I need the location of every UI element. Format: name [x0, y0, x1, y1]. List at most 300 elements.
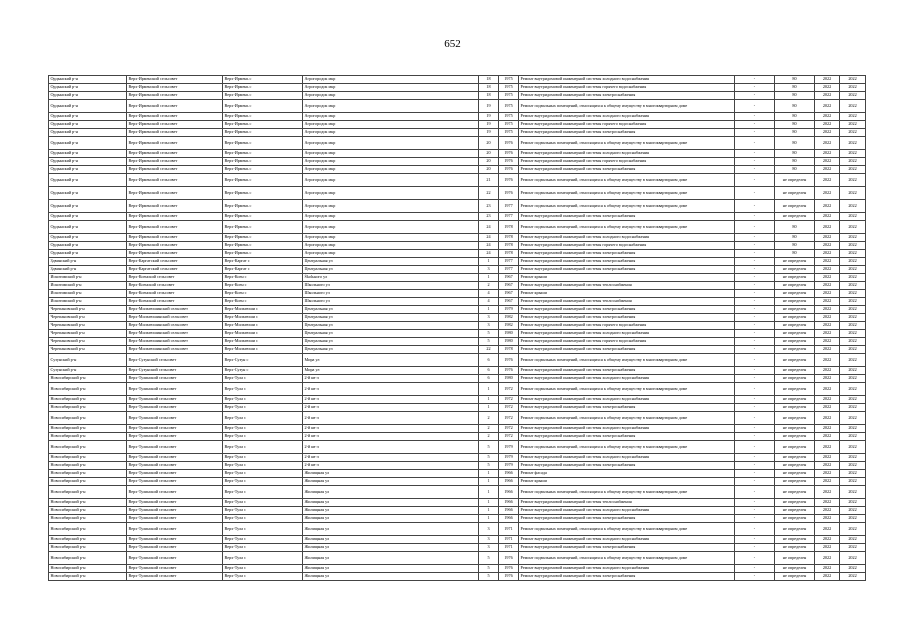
street-cell: Агрогородок мкр: [303, 234, 479, 242]
plan-start-year-cell: 2022: [815, 76, 840, 84]
plan-start-year-cell: 2022: [815, 523, 840, 536]
plan-end-year-cell: 2022: [840, 100, 866, 113]
table-row: [49, 433, 866, 441]
plan-start-year-cell: 2022: [815, 213, 840, 221]
dash-cell: -: [735, 234, 775, 242]
district-cell: Новосибирский р-н: [49, 523, 127, 536]
house-number-cell: 20: [479, 166, 499, 174]
plan-end-year-cell: 2022: [840, 507, 866, 515]
street-cell: Жилищная ул: [303, 515, 479, 523]
district-cell: Новосибирский р-н: [49, 462, 127, 470]
house-number-cell: 1: [479, 499, 499, 507]
plan-start-year-cell: 2022: [815, 234, 840, 242]
plan-start-year-cell: 2022: [815, 544, 840, 552]
cost-cell: 80: [775, 100, 815, 113]
council-cell: Верх-Каргатский сельсовет: [127, 266, 223, 274]
council-cell: Верх-Ирменский сельсовет: [127, 150, 223, 158]
council-cell: Верх-Ирменский сельсовет: [127, 84, 223, 92]
council-cell: Верх-Мильтюшинский сельсовет: [127, 338, 223, 346]
cost-cell: не определен: [775, 298, 815, 306]
street-cell: Агрогородок мкр: [303, 221, 479, 234]
work-type-cell: Ремонт подвальных помещений, относящихся к общему имуществу в многоквартирном доме: [519, 221, 735, 234]
settlement-cell: Верх-Сузун с: [223, 367, 303, 375]
district-cell: Новосибирский р-н: [49, 425, 127, 433]
plan-start-year-cell: 2022: [815, 306, 840, 314]
cost-cell: не определен: [775, 425, 815, 433]
dash-cell: -: [735, 412, 775, 425]
built-year-cell: 1972: [499, 412, 519, 425]
street-cell: Агрогородок мкр: [303, 242, 479, 250]
house-number-cell: 21: [479, 174, 499, 187]
built-year-cell: 1975: [499, 113, 519, 121]
plan-start-year-cell: 2022: [815, 573, 840, 581]
built-year-cell: 1977: [499, 258, 519, 266]
district-cell: Новосибирский р-н: [49, 478, 127, 486]
street-cell: Жилищная ул: [303, 552, 479, 565]
house-number-cell: 23: [479, 213, 499, 221]
dash-cell: -: [735, 274, 775, 282]
plan-end-year-cell: 2022: [840, 282, 866, 290]
district-cell: Сузунский р-н: [49, 354, 127, 367]
district-cell: Черепановский р-н: [49, 314, 127, 322]
cost-cell: 80: [775, 234, 815, 242]
dash-cell: -: [735, 76, 775, 84]
plan-end-year-cell: 2022: [840, 137, 866, 150]
settlement-cell: Верх-Ирмень с: [223, 213, 303, 221]
dash-cell: -: [735, 250, 775, 258]
table-row: [49, 221, 866, 234]
council-cell: Верх-Тулинский сельсовет: [127, 515, 223, 523]
built-year-cell: 1976: [499, 158, 519, 166]
work-type-cell: Ремонт внутридомовой инженерной системы электроснабжения: [519, 367, 735, 375]
street-cell: Агрогородок мкр: [303, 187, 479, 200]
house-number-cell: 1: [479, 258, 499, 266]
district-cell: Новосибирский р-н: [49, 544, 127, 552]
cost-cell: 80: [775, 113, 815, 121]
district-cell: Ордынский р-н: [49, 221, 127, 234]
work-type-cell: Ремонт подвальных помещений, относящихся к общему имуществу в многоквартирном доме: [519, 200, 735, 213]
district-cell: Ордынский р-н: [49, 213, 127, 221]
house-number-cell: 18: [479, 92, 499, 100]
built-year-cell: 1978: [499, 346, 519, 354]
cost-cell: не определен: [775, 412, 815, 425]
work-type-cell: Ремонт внутридомовой инженерной системы электроснабжения: [519, 166, 735, 174]
cost-cell: не определен: [775, 282, 815, 290]
house-number-cell: 24: [479, 234, 499, 242]
house-number-cell: 3: [479, 544, 499, 552]
settlement-cell: Верх-Ирмень с: [223, 158, 303, 166]
plan-start-year-cell: 2022: [815, 454, 840, 462]
built-year-cell: 1980: [499, 330, 519, 338]
cost-cell: не определен: [775, 306, 815, 314]
district-cell: Новосибирский р-н: [49, 454, 127, 462]
table-row: [49, 441, 866, 454]
plan-start-year-cell: 2022: [815, 536, 840, 544]
plan-start-year-cell: 2022: [815, 266, 840, 274]
settlement-cell: Верх-Тула с: [223, 412, 303, 425]
built-year-cell: 1979: [499, 306, 519, 314]
cost-cell: не определен: [775, 499, 815, 507]
settlement-cell: Верх-Ирмень с: [223, 187, 303, 200]
street-cell: Агрогородок мкр: [303, 166, 479, 174]
cost-cell: не определен: [775, 404, 815, 412]
settlement-cell: Верх-Каргат с: [223, 258, 303, 266]
work-type-cell: Ремонт подвальных помещений, относящихся к общему имуществу в многоквартирном доме: [519, 523, 735, 536]
settlement-cell: Верх-Ирмень с: [223, 76, 303, 84]
plan-end-year-cell: 2022: [840, 330, 866, 338]
plan-start-year-cell: 2022: [815, 338, 840, 346]
plan-end-year-cell: 2022: [840, 375, 866, 383]
work-type-cell: Ремонт внутридомовой инженерной системы горячего водоснабжения: [519, 121, 735, 129]
dash-cell: -: [735, 298, 775, 306]
dash-cell: -: [735, 536, 775, 544]
dash-cell: -: [735, 383, 775, 396]
house-number-cell: 2: [479, 282, 499, 290]
street-cell: Жилищная ул: [303, 536, 479, 544]
cost-cell: не определен: [775, 565, 815, 573]
settlement-cell: Верх-Тула с: [223, 536, 303, 544]
plan-start-year-cell: 2022: [815, 396, 840, 404]
work-type-cell: Ремонт внутридомовой инженерной системы холодного водоснабжения: [519, 396, 735, 404]
plan-start-year-cell: 2022: [815, 84, 840, 92]
plan-end-year-cell: 2022: [840, 166, 866, 174]
district-cell: Ордынский р-н: [49, 121, 127, 129]
dash-cell: -: [735, 330, 775, 338]
council-cell: Верх-Ирменский сельсовет: [127, 221, 223, 234]
work-type-cell: Ремонт внутридомовой инженерной системы горячего водоснабжения: [519, 242, 735, 250]
district-cell: Новосибирский р-н: [49, 565, 127, 573]
district-cell: Ордынский р-н: [49, 129, 127, 137]
table-row: [49, 187, 866, 200]
street-cell: Центральная ул: [303, 266, 479, 274]
built-year-cell: 1978: [499, 250, 519, 258]
plan-start-year-cell: 2022: [815, 158, 840, 166]
dash-cell: -: [735, 266, 775, 274]
house-number-cell: 19: [479, 121, 499, 129]
street-cell: Školьного ул: [303, 274, 479, 282]
council-cell: Верх-Тулинский сельсовет: [127, 523, 223, 536]
house-number-cell: 20: [479, 158, 499, 166]
work-type-cell: Ремонт внутридомовой инженерной системы электроснабжения: [519, 250, 735, 258]
house-number-cell: 24: [479, 221, 499, 234]
built-year-cell: 1976: [499, 137, 519, 150]
district-cell: Ордынский р-н: [49, 84, 127, 92]
house-number-cell: 3: [479, 266, 499, 274]
street-cell: Агрогородок мкр: [303, 76, 479, 84]
council-cell: Верх-Ирменский сельсовет: [127, 242, 223, 250]
cost-cell: не определен: [775, 322, 815, 330]
plan-end-year-cell: 2022: [840, 346, 866, 354]
plan-end-year-cell: 2022: [840, 565, 866, 573]
plan-end-year-cell: 2022: [840, 234, 866, 242]
district-cell: Новосибирский р-н: [49, 433, 127, 441]
plan-end-year-cell: 2022: [840, 314, 866, 322]
table-row: [49, 354, 866, 367]
dash-cell: -: [735, 338, 775, 346]
street-cell: Жилищная ул: [303, 507, 479, 515]
cost-cell: не определен: [775, 187, 815, 200]
street-cell: 2-й кв-л: [303, 441, 479, 454]
table-row: [49, 346, 866, 354]
table-row: [49, 266, 866, 274]
work-type-cell: Ремонт внутридомовой инженерной системы холодного водоснабжения: [519, 454, 735, 462]
council-cell: Верх-Ирменский сельсовет: [127, 129, 223, 137]
council-cell: Верх-Ирменский сельсовет: [127, 166, 223, 174]
built-year-cell: 1980: [499, 375, 519, 383]
work-type-cell: Ремонт внутридомовой инженерной системы горячего водоснабжения: [519, 322, 735, 330]
dash-cell: -: [735, 137, 775, 150]
settlement-cell: Верх-Ирмень с: [223, 129, 303, 137]
street-cell: Школьного ул: [303, 298, 479, 306]
dash-cell: -: [735, 499, 775, 507]
plan-start-year-cell: 2022: [815, 565, 840, 573]
council-cell: Верх-Тулинский сельсовет: [127, 462, 223, 470]
district-cell: Ордынский р-н: [49, 174, 127, 187]
work-type-cell: Ремонт внутридомовой инженерной системы электроснабжения: [519, 306, 735, 314]
settlement-cell: Верх-Мильтюши с: [223, 330, 303, 338]
table-row: [49, 330, 866, 338]
work-type-cell: Ремонт внутридомовой инженерной системы холодного водоснабжения: [519, 330, 735, 338]
street-cell: 2-й кв-л: [303, 396, 479, 404]
table-row: [49, 137, 866, 150]
dash-cell: -: [735, 306, 775, 314]
plan-end-year-cell: 2022: [840, 523, 866, 536]
plan-start-year-cell: 2022: [815, 166, 840, 174]
table-row: [49, 486, 866, 499]
plan-end-year-cell: 2022: [840, 383, 866, 396]
dash-cell: -: [735, 258, 775, 266]
district-cell: Черепановский р-н: [49, 338, 127, 346]
house-number-cell: 23: [479, 200, 499, 213]
dash-cell: -: [735, 367, 775, 375]
council-cell: Верх-Тулинский сельсовет: [127, 412, 223, 425]
work-type-cell: Ремонт внутридомовой инженерной системы электроснабжения: [519, 433, 735, 441]
cost-cell: не определен: [775, 470, 815, 478]
plan-end-year-cell: 2022: [840, 544, 866, 552]
house-number-cell: 24: [479, 242, 499, 250]
plan-end-year-cell: 2022: [840, 129, 866, 137]
table-row: [49, 258, 866, 266]
district-cell: Ордынский р-н: [49, 166, 127, 174]
council-cell: Верх-Ирменский сельсовет: [127, 100, 223, 113]
street-cell: 2-й кв-л: [303, 404, 479, 412]
house-number-cell: 1: [479, 486, 499, 499]
built-year-cell: 1975: [499, 100, 519, 113]
street-cell: 2-й кв-л: [303, 412, 479, 425]
plan-end-year-cell: 2022: [840, 174, 866, 187]
built-year-cell: 1972: [499, 425, 519, 433]
table-row: [49, 462, 866, 470]
work-type-cell: Ремонт внутридомовой инженерной системы холодного водоснабжения: [519, 113, 735, 121]
house-number-cell: 5: [479, 565, 499, 573]
plan-end-year-cell: 2022: [840, 298, 866, 306]
built-year-cell: 1972: [499, 404, 519, 412]
council-cell: Верх-Тулинский сельсовет: [127, 478, 223, 486]
dash-cell: -: [735, 544, 775, 552]
house-number-cell: 5: [479, 573, 499, 581]
plan-end-year-cell: 2022: [840, 187, 866, 200]
built-year-cell: 1977: [499, 266, 519, 274]
table-row: [49, 234, 866, 242]
plan-end-year-cell: 2022: [840, 515, 866, 523]
built-year-cell: 1975: [499, 129, 519, 137]
table-row: [49, 322, 866, 330]
settlement-cell: Верх-Тула с: [223, 552, 303, 565]
settlement-cell: Верх-Сузун с: [223, 354, 303, 367]
council-cell: Верх-Тулинский сельсовет: [127, 454, 223, 462]
plan-start-year-cell: 2022: [815, 129, 840, 137]
council-cell: Верх-Тулинский сельсовет: [127, 425, 223, 433]
plan-start-year-cell: 2022: [815, 354, 840, 367]
work-type-cell: Ремонт внутридомовой инженерной системы электроснабжения: [519, 129, 735, 137]
plan-end-year-cell: 2022: [840, 306, 866, 314]
dash-cell: -: [735, 375, 775, 383]
street-cell: Агрогородок мкр: [303, 92, 479, 100]
plan-start-year-cell: 2022: [815, 470, 840, 478]
street-cell: Центральная ул: [303, 322, 479, 330]
table-row: [49, 454, 866, 462]
council-cell: Верх-Тулинский сельсовет: [127, 499, 223, 507]
settlement-cell: Верх-Ирмень с: [223, 84, 303, 92]
settlement-cell: Верх-Ирмень с: [223, 121, 303, 129]
street-cell: Агрогородок мкр: [303, 121, 479, 129]
built-year-cell: 1976: [499, 354, 519, 367]
plan-start-year-cell: 2022: [815, 552, 840, 565]
district-cell: Сузунский р-н: [49, 367, 127, 375]
built-year-cell: 1976: [499, 150, 519, 158]
table-row: [49, 314, 866, 322]
work-type-cell: Ремонт внутридомовой инженерной системы холодного водоснабжения: [519, 507, 735, 515]
council-cell: Верх-Мильтюшинский сельсовет: [127, 346, 223, 354]
council-cell: Верх-Ирменский сельсовет: [127, 187, 223, 200]
dash-cell: -: [735, 187, 775, 200]
built-year-cell: 1976: [499, 166, 519, 174]
plan-end-year-cell: 2022: [840, 274, 866, 282]
plan-end-year-cell: 2022: [840, 425, 866, 433]
house-number-cell: 1: [479, 507, 499, 515]
plan-start-year-cell: 2022: [815, 250, 840, 258]
plan-start-year-cell: 2022: [815, 314, 840, 322]
dash-cell: -: [735, 396, 775, 404]
built-year-cell: 1972: [499, 383, 519, 396]
table-row: [49, 290, 866, 298]
plan-end-year-cell: 2022: [840, 266, 866, 274]
dash-cell: -: [735, 121, 775, 129]
table-row: [49, 367, 866, 375]
work-type-cell: Ремонт внутридомовой инженерной системы холодного водоснабжения: [519, 536, 735, 544]
table-row: [49, 396, 866, 404]
dash-cell: -: [735, 200, 775, 213]
work-type-cell: Ремонт внутридомовой инженерной системы холодного водоснабжения: [519, 565, 735, 573]
table-row: [49, 404, 866, 412]
council-cell: Верх-Ирменский сельсовет: [127, 250, 223, 258]
work-type-cell: Ремонт внутридомовой инженерной системы теплоснабжения: [519, 499, 735, 507]
plan-end-year-cell: 2022: [840, 536, 866, 544]
settlement-cell: Верх-Коен с: [223, 274, 303, 282]
work-type-cell: Ремонт внутридомовой инженерной системы электроснабжения: [519, 544, 735, 552]
street-cell: Центральная ул: [303, 306, 479, 314]
plan-end-year-cell: 2022: [840, 158, 866, 166]
council-cell: Верх-Сузунский сельсовет: [127, 367, 223, 375]
district-cell: Здвинский р-н: [49, 258, 127, 266]
plan-start-year-cell: 2022: [815, 174, 840, 187]
settlement-cell: Верх-Ирмень с: [223, 113, 303, 121]
built-year-cell: 1975: [499, 92, 519, 100]
council-cell: Верх-Ирменский сельсовет: [127, 200, 223, 213]
house-number-cell: 18: [479, 76, 499, 84]
plan-start-year-cell: 2022: [815, 92, 840, 100]
settlement-cell: Верх-Мильтюши с: [223, 314, 303, 322]
dash-cell: -: [735, 573, 775, 581]
district-cell: Ордынский р-н: [49, 187, 127, 200]
built-year-cell: 1977: [499, 200, 519, 213]
cost-cell: 80: [775, 242, 815, 250]
plan-start-year-cell: 2022: [815, 433, 840, 441]
district-cell: Ордынский р-н: [49, 150, 127, 158]
settlement-cell: Верх-Коен с: [223, 290, 303, 298]
built-year-cell: 1976: [499, 573, 519, 581]
work-type-cell: Ремонт подвальных помещений, относящихся к общему имуществу в многоквартирном доме: [519, 137, 735, 150]
plan-start-year-cell: 2022: [815, 404, 840, 412]
plan-end-year-cell: 2022: [840, 258, 866, 266]
work-type-cell: Ремонт внутридомовой инженерной системы горячего водоснабжения: [519, 84, 735, 92]
cost-cell: 80: [775, 221, 815, 234]
plan-start-year-cell: 2022: [815, 367, 840, 375]
district-cell: Искитимский р-н: [49, 274, 127, 282]
street-cell: Агрогородок мкр: [303, 174, 479, 187]
district-cell: Ордынский р-н: [49, 158, 127, 166]
settlement-cell: Верх-Ирмень с: [223, 166, 303, 174]
cost-cell: не определен: [775, 375, 815, 383]
work-type-cell: Ремонт подвальных помещений, относящихся к общему имуществу в многоквартирном доме: [519, 174, 735, 187]
plan-start-year-cell: 2022: [815, 499, 840, 507]
plan-end-year-cell: 2022: [840, 433, 866, 441]
street-cell: 2-й кв-л: [303, 425, 479, 433]
street-cell: Агрогородок мкр: [303, 84, 479, 92]
plan-start-year-cell: 2022: [815, 383, 840, 396]
street-cell: Агрогородок мкр: [303, 129, 479, 137]
council-cell: Верх-Тулинский сельсовет: [127, 552, 223, 565]
work-type-cell: Ремонт внутридомовой инженерной системы электроснабжения: [519, 213, 735, 221]
plan-start-year-cell: 2022: [815, 282, 840, 290]
work-type-cell: Ремонт крыши: [519, 290, 735, 298]
built-year-cell: 1979: [499, 462, 519, 470]
table-body: [49, 76, 866, 581]
plan-end-year-cell: 2022: [840, 338, 866, 346]
cost-cell: не определен: [775, 507, 815, 515]
capital-repair-table: [48, 75, 866, 581]
house-number-cell: 1: [479, 404, 499, 412]
council-cell: Верх-Тулинский сельсовет: [127, 565, 223, 573]
plan-end-year-cell: 2022: [840, 84, 866, 92]
street-cell: Мира ул: [303, 367, 479, 375]
dash-cell: -: [735, 213, 775, 221]
council-cell: Верх-Ирменский сельсовет: [127, 92, 223, 100]
built-year-cell: 1976: [499, 565, 519, 573]
plan-end-year-cell: 2022: [840, 396, 866, 404]
cost-cell: 80: [775, 92, 815, 100]
cost-cell: не определен: [775, 330, 815, 338]
cost-cell: 80: [775, 121, 815, 129]
cost-cell: не определен: [775, 314, 815, 322]
built-year-cell: 1972: [499, 396, 519, 404]
council-cell: Верх-Тулинский сельсовет: [127, 536, 223, 544]
street-cell: Агрогородок мкр: [303, 137, 479, 150]
table-row: [49, 544, 866, 552]
table-row: [49, 298, 866, 306]
plan-end-year-cell: 2022: [840, 76, 866, 84]
table-row: [49, 150, 866, 158]
